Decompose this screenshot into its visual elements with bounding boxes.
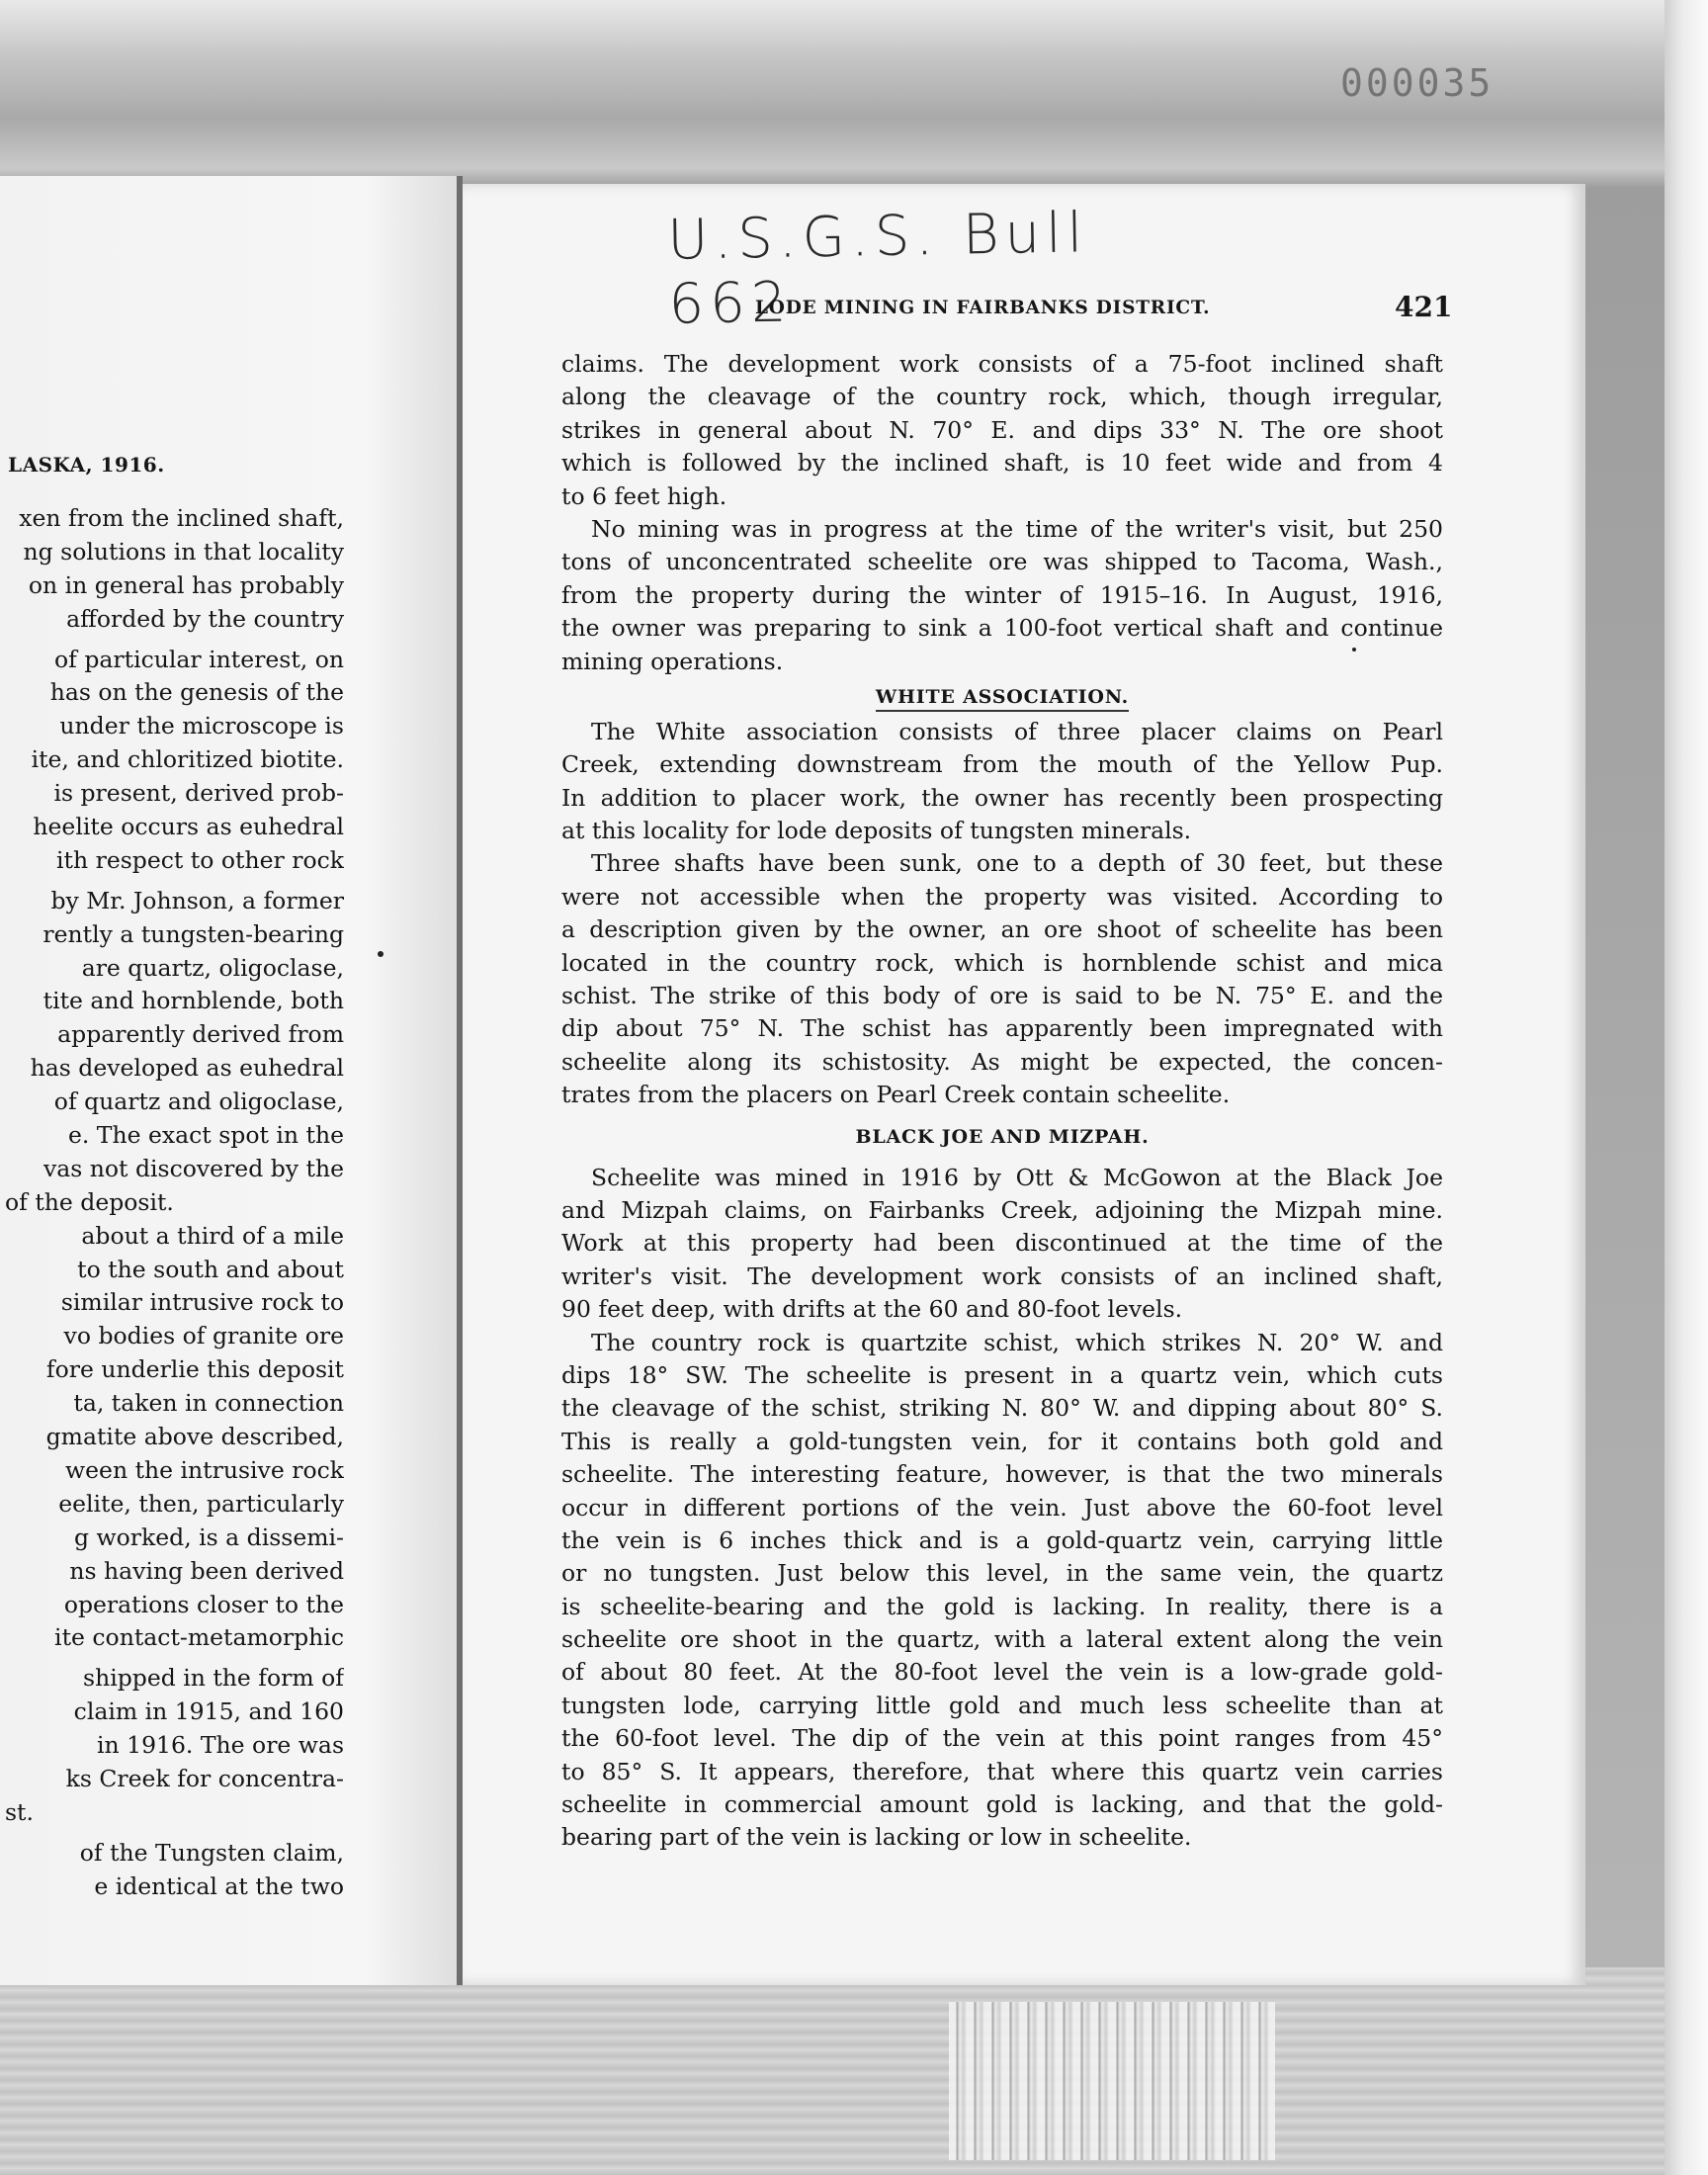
text-line: the cleavage of the schist, striking N. 80° W. and dipping about 80° S. [561, 1394, 1443, 1423]
text-line: a description given by the owner, an ore shoot of scheelite has been [561, 915, 1443, 944]
left-line: claim in 1915, and 160 [73, 1697, 344, 1726]
text-line: were not accessible when the property was visited. According to [561, 882, 1443, 911]
left-line: st. [5, 1797, 34, 1826]
left-line: ng solutions in that locality [23, 537, 344, 566]
left-line: in 1916. The ore was [97, 1731, 344, 1760]
handwritten-annotation: U.S.G.S. Bull 662 [666, 201, 1089, 337]
text-line: and Mizpah claims, on Fairbanks Creek, adjoining the Mizpah mine. [561, 1195, 1443, 1224]
left-line: apparently derived from [57, 1020, 344, 1049]
left-text-column [0, 502, 457, 1904]
text-line: Creek, extending downstream from the mouth of the Yellow Pup. [561, 750, 1443, 779]
text-line: along the cleavage of the country rock, which, though irregular, [561, 383, 1443, 411]
left-page [0, 176, 457, 1985]
left-line: is present, derived prob- [53, 779, 344, 808]
left-line: of the Tungsten claim, [79, 1838, 344, 1867]
text-line: dip about 75° N. The schist has apparently been impregnated with [561, 1014, 1443, 1043]
ink-speck [378, 951, 384, 957]
text-line: No mining was in progress at the time of the writer's visit, but 250 [591, 514, 1443, 543]
text-line: claims. The development work consists of a 75-foot inclined shaft [561, 350, 1443, 378]
text-line: to 85° S. It appears, therefore, that where this quartz vein carries [561, 1757, 1443, 1785]
left-line: vo bodies of granite ore [63, 1322, 344, 1350]
text-line: is scheelite-bearing and the gold is lacking. In reality, there is a [561, 1592, 1443, 1620]
text-line: the owner was preparing to sink a 100-foot vertical shaft and continue [561, 614, 1443, 643]
left-line: similar intrusive rock to [60, 1288, 344, 1317]
left-line: ite contact-metamorphic [54, 1623, 344, 1652]
text-line: schist. The strike of this body of ore is said to be N. 75° E. and the [561, 982, 1443, 1010]
text-line: scheelite ore shoot in the quartz, with a lateral extent along the vein [561, 1625, 1443, 1654]
text-line: Three shafts have been sunk, one to a depth of 30 feet, but these [591, 849, 1443, 878]
section-heading-black-joe [561, 1118, 1443, 1156]
left-line: ith respect to other rock [56, 845, 344, 874]
text-line: bearing part of the vein is lacking or low in scheelite. [561, 1823, 1192, 1852]
left-line: e identical at the two [94, 1871, 344, 1900]
text-line: the vein is 6 inches thick and is a gold-quartz vein, carrying little [561, 1525, 1443, 1554]
text-line: occur in different portions of the vein. Just above the 60-foot level [561, 1493, 1443, 1522]
text-line: located in the country rock, which is hornblende schist and mica [561, 948, 1443, 977]
left-line: about a third of a mile [81, 1221, 344, 1250]
heading-text: BLACK JOE AND MIZPAH. [855, 1125, 1150, 1148]
left-line: xen from the inclined shaft, [19, 504, 344, 532]
left-line: ween the intrusive rock [65, 1455, 344, 1484]
text-line: mining operations. [561, 647, 784, 675]
left-line: has developed as euhedral [30, 1054, 344, 1083]
left-running-head: LASKA, 1916. [8, 453, 165, 477]
heading-text: WHITE ASSOCIATION. [876, 686, 1129, 712]
text-line: 90 feet deep, with drifts at the 60 and 80-foot levels. [561, 1295, 1183, 1324]
text-line: Work at this property had been discontinued at the time of the [561, 1229, 1443, 1258]
left-line: ns having been derived [69, 1556, 344, 1585]
ink-speck [1352, 648, 1356, 652]
text-line: strikes in general about N. 70° E. and dips 33° N. The ore shoot [561, 415, 1443, 444]
left-line: has on the genesis of the [49, 678, 344, 707]
text-line: The White association consists of three placer claims on Pearl [591, 717, 1443, 745]
text-line: writer's visit. The development work consists of an inclined shaft, [561, 1262, 1443, 1290]
text-line: tungsten lode, carrying little gold and much less scheelite than at [561, 1691, 1443, 1719]
left-line: ite, and chloritized biotite. [31, 745, 344, 774]
left-line: heelite occurs as euhedral [33, 813, 344, 841]
left-line: eelite, then, particularly [58, 1489, 344, 1518]
left-line: ks Creek for concentra- [65, 1764, 344, 1792]
left-line: rently a tungsten-bearing [43, 919, 344, 948]
scanner-bottom-strip [0, 1967, 1708, 2175]
left-line: e. The exact spot in the [67, 1121, 344, 1150]
main-text-column [561, 348, 1443, 1855]
left-line: ta, taken in connection [73, 1389, 344, 1418]
page-number: 421 [1395, 291, 1453, 323]
text-line: tons of unconcentrated scheelite ore was shipped to Tacoma, Wash., [561, 548, 1443, 576]
left-line: g worked, is a dissemi- [74, 1522, 344, 1551]
scanner-edge [1665, 0, 1708, 2175]
text-line: scheelite along its schistosity. As might be expected, the concen- [561, 1047, 1443, 1076]
text-line: from the property during the winter of 1915–16. In August, 1916, [561, 580, 1443, 609]
left-line: tite and hornblende, both [43, 987, 344, 1015]
left-line: vas not discovered by the [43, 1154, 344, 1182]
scan-id-stamp: 000035 [1340, 61, 1494, 105]
text-line: In addition to placer work, the owner has recently been prospecting [561, 783, 1443, 812]
text-line: at this locality for lode deposits of tungsten minerals. [561, 817, 1192, 845]
left-line: shipped in the form of [83, 1664, 344, 1693]
text-line: scheelite. The interesting feature, however, is that the two minerals [561, 1460, 1443, 1489]
left-line: to the south and about [77, 1255, 344, 1283]
left-line: of the deposit. [5, 1187, 174, 1216]
left-line: operations closer to the [63, 1590, 344, 1618]
left-line: of quartz and oligoclase, [53, 1088, 344, 1116]
left-line: by Mr. Johnson, a former [50, 886, 344, 914]
left-line: of particular interest, on [54, 645, 344, 673]
text-line: the 60-foot level. The dip of the vein at this point ranges from 45° [561, 1724, 1443, 1753]
section-heading-white-association [561, 678, 1443, 716]
text-line: scheelite in commercial amount gold is lacking, and that the gold- [561, 1790, 1443, 1819]
text-line: dips 18° SW. The scheelite is present in a quartz vein, which cuts [561, 1360, 1443, 1389]
left-line: gmatite above described, [45, 1423, 344, 1451]
text-line: trates from the placers on Pearl Creek contain scheelite. [561, 1081, 1231, 1109]
text-line: which is followed by the inclined shaft, is 10 feet wide and from 4 [561, 449, 1443, 478]
binding-shadow [949, 2002, 1275, 2160]
left-line: are quartz, oligoclase, [81, 953, 344, 982]
text-line: The country rock is quartzite schist, which strikes N. 20° W. and [591, 1328, 1443, 1356]
text-line: This is really a gold-tungsten vein, for it contains both gold and [561, 1427, 1443, 1455]
left-line: fore underlie this deposit [45, 1355, 344, 1384]
text-line: of about 80 feet. At the 80-foot level the vein is a low-grade gold- [561, 1658, 1443, 1687]
text-line: Scheelite was mined in 1916 by Ott & McGowon at the Black Joe [591, 1163, 1443, 1191]
left-line: under the microscope is [59, 712, 344, 740]
running-head: LODE MINING IN FAIRBANKS DISTRICT. [755, 298, 1211, 318]
left-line: on in general has probably [28, 570, 344, 599]
text-line: or no tungsten. Just below this level, in the same vein, the quartz [561, 1559, 1443, 1588]
text-line: to 6 feet high. [561, 481, 727, 510]
left-line: afforded by the country [66, 604, 344, 633]
